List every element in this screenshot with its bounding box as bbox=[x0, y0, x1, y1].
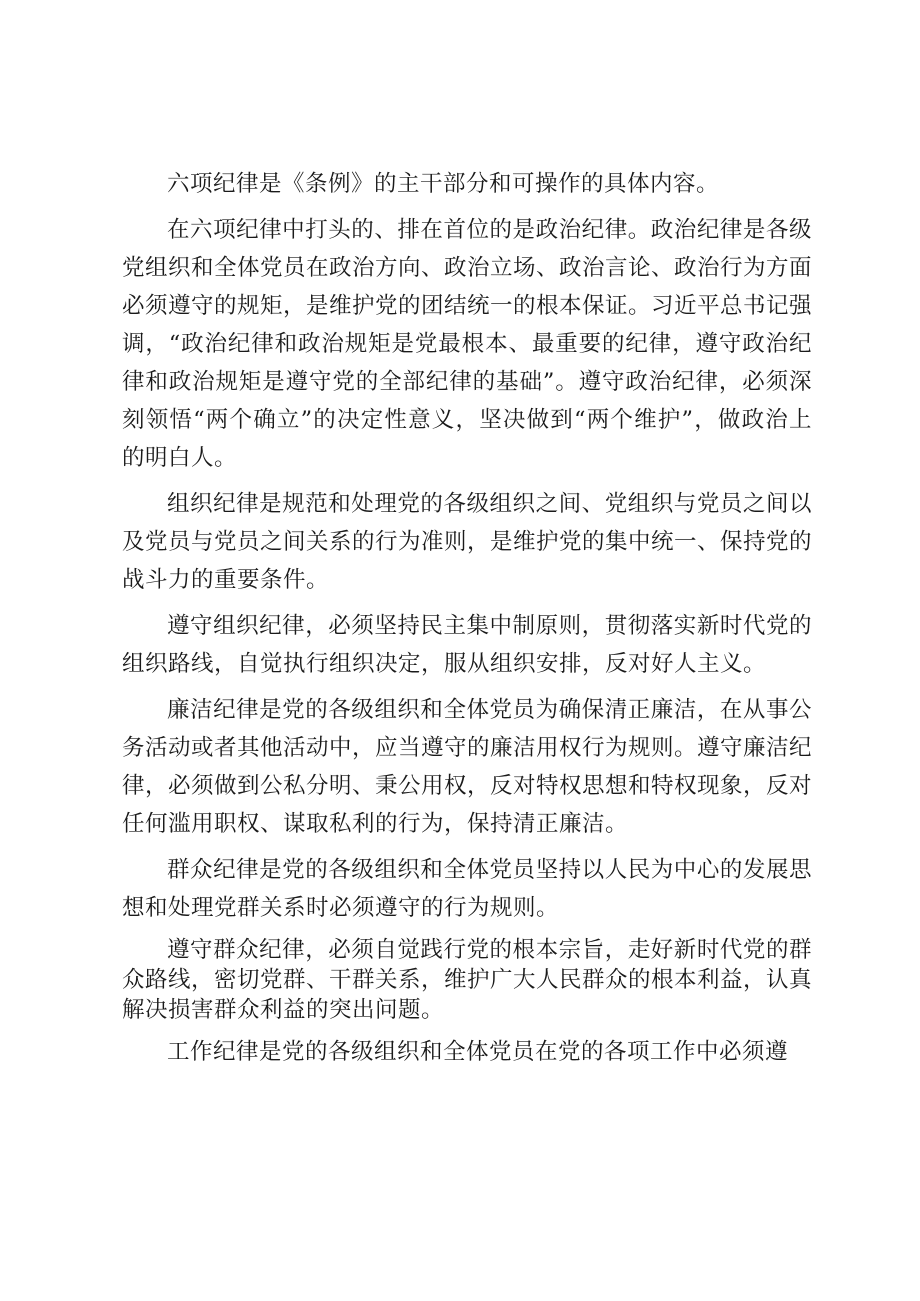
paragraph-organizational-discipline: 组织纪律是规范和处理党的各级组织之间、党组织与党员之间以及党员与党员之间关系的行为准则，是维护党的集中统一、保持党的战斗力的重要条件。 bbox=[122, 491, 813, 593]
paragraph-six-disciplines-intro: 六项纪律是《条例》的主干部分和可操作的具体内容。 bbox=[167, 171, 720, 197]
document-body bbox=[122, 165, 812, 1079]
paragraph-integrity-discipline: 廉洁纪律是党的各级组织和全体党员为确保清正廉洁，在从事公务活动或者其他活动中，应当遵守的廉洁用权行为规则。遵守廉洁纪律，必须做到公私分明、秉公用权，反对特权思想和特权现象，反对任何滥用职权、谋取私利的行为，保持清正廉洁。 bbox=[122, 697, 813, 837]
paragraph-observe-mass-discipline: 遵守群众纪律，必须自觉践行党的根本宗旨，走好新时代党的群众路线，密切党群、干群关系，维护广大人民群众的根本利益，认真解决损害群众利益的突出问题。 bbox=[122, 937, 813, 1023]
paragraph-work-discipline: 工作纪律是党的各级组织和全体党员在党的各项工作中必须遵 bbox=[167, 1039, 789, 1065]
paragraph-observe-organizational-discipline: 遵守组织纪律，必须坚持民主集中制原则，贯彻落实新时代党的组织路线，自觉执行组织决定，服从组织安排，反对好人主义。 bbox=[122, 613, 812, 677]
paragraph-mass-discipline: 群众纪律是党的各级组织和全体党员坚持以人民为中心的发展思想和处理党群关系时必须遵守的行为规则。 bbox=[122, 857, 812, 921]
paragraph-political-discipline: 在六项纪律中打头的、排在首位的是政治纪律。政治纪律是各级党组织和全体党员在政治方向、政治立场、政治言论、政治行为方面必须遵守的规矩，是维护党的团结统一的根本保证。习近平总书记强调，“政治纪律和政治规矩是党最根本、最重要的纪律，遵守政治纪律和政治规矩是遵守党的全部纪律的基础”。遵守政治纪律，必须深刻领悟“两个确立”的决定性意义，坚决做到“两个维护”，做政治上的明白人。 bbox=[122, 217, 813, 471]
